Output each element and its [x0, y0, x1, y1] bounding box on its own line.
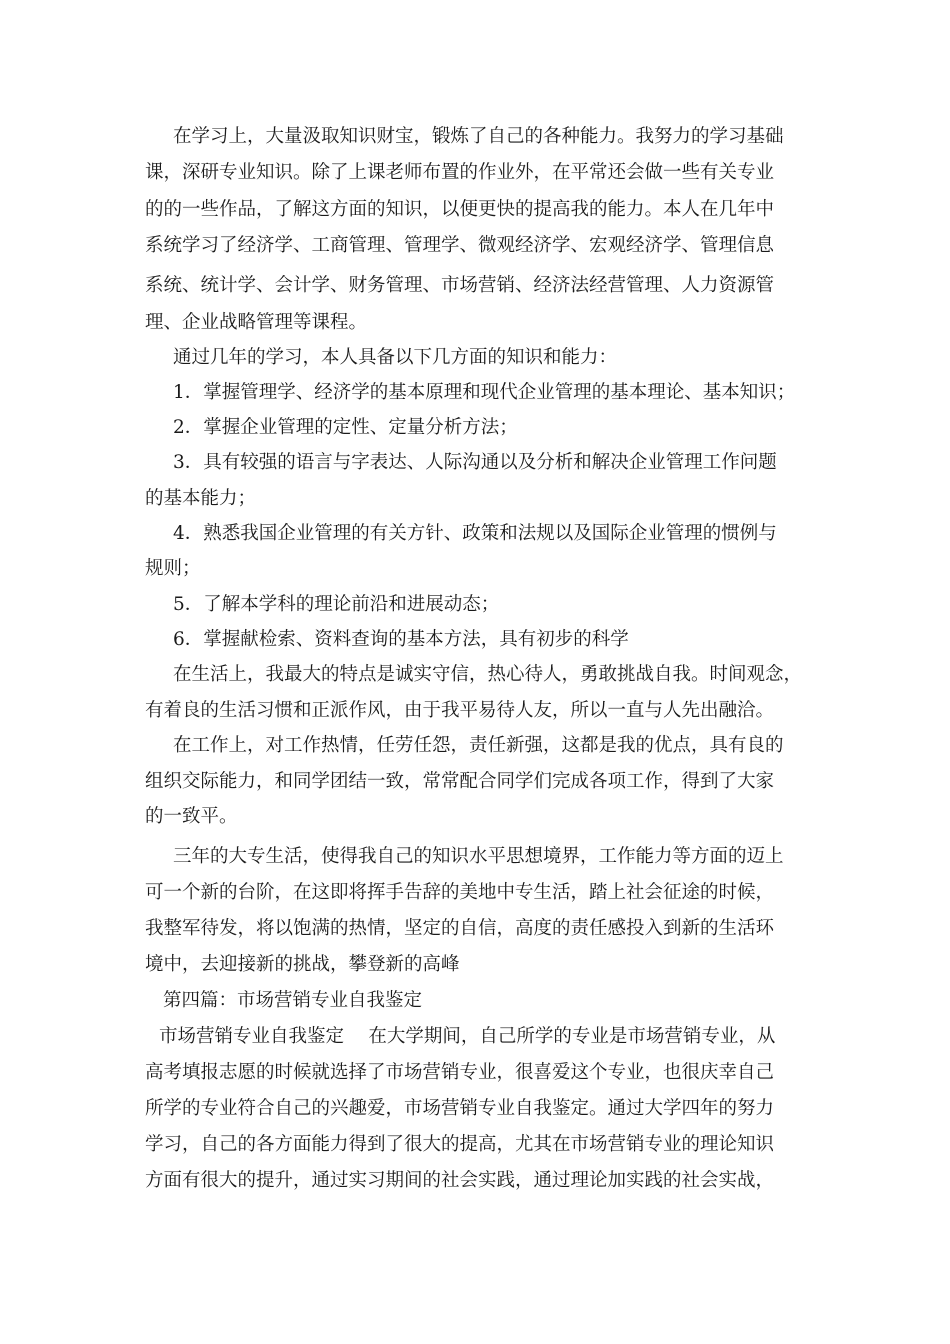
list-item: 1．掌握管理学、经济学的基本原理和现代企业管理的基本理论、基本知识； [173, 382, 796, 403]
text-line: 系统、统计学、会计学、财务管理、市场营销、经济法经营管理、人力资源管 [145, 275, 775, 296]
text-line: 在生活上，我最大的特点是诚实守信，热心待人，勇敢挑战自我。时间观念， [173, 664, 803, 685]
text-line: 市场营销专业自我鉴定 在大学期间，自己所学的专业是市场营销专业，从 [159, 1026, 776, 1047]
text-line: 方面有很大的提升，通过实习期间的社会实践，通过理论加实践的社会实战， [145, 1170, 775, 1191]
text-line: 在工作上，对工作热情，任劳任怨，责任新强，这都是我的优点，具有良的 [173, 735, 784, 756]
list-item: 3．具有较强的语言与字表达、人际沟通以及分析和解决企业管理工作问题 [173, 452, 777, 473]
text-line: 组织交际能力，和同学团结一致，常常配合同学们完成各项工作，得到了大家 [145, 771, 775, 792]
list-item: 2．掌握企业管理的定性、定量分析方法； [173, 417, 518, 438]
text-line: 规则； [145, 558, 201, 579]
text-line: 的的一些作品，了解这方面的知识，以便更快的提高我的能力。本人在几年中 [145, 199, 775, 220]
text-line: 学习，自己的各方面能力得到了很大的提高，尤其在市场营销专业的理论知识 [145, 1134, 775, 1155]
text-line: 高考填报志愿的时候就选择了市场营销专业，很喜爱这个专业，也很庆幸自己 [145, 1062, 775, 1083]
text-line: 在学习上，大量汲取知识财宝，锻炼了自己的各种能力。我努力的学习基础 [173, 126, 784, 147]
text-line: 的基本能力； [145, 488, 257, 509]
text-line: 所学的专业符合自己的兴趣爱，市场营销专业自我鉴定。通过大学四年的努力 [145, 1098, 775, 1119]
text-line: 有着良的生活习惯和正派作风，由于我平易待人友，所以一直与人先出融洽。 [145, 700, 775, 721]
text-line: 三年的大专生活，使得我自己的知识水平思想境界，工作能力等方面的迈上 [173, 846, 784, 867]
text-line: 通过几年的学习，本人具备以下几方面的知识和能力： [173, 347, 618, 368]
text-line: 境中，去迎接新的挑战，攀登新的高峰 [145, 954, 460, 975]
text-line: 的一致平。 [145, 806, 238, 827]
text-line: 系统学习了经济学、工商管理、管理学、微观经济学、宏观经济学、管理信息 [145, 235, 775, 256]
list-item: 6．掌握献检索、资料查询的基本方法，具有初步的科学 [173, 629, 629, 650]
text-line: 可一个新的台阶，在这即将挥手告辞的美地中专生活，踏上社会征途的时候， [145, 882, 775, 903]
text-line: 课，深研专业知识。除了上课老师布置的作业外，在平常还会做一些有关专业 [145, 162, 775, 183]
text-line: 我整军待发，将以饱满的热情，坚定的自信，高度的责任感投入到新的生活环 [145, 918, 775, 939]
text-line: 理、企业战略管理等课程。 [145, 312, 368, 333]
section-heading: 第四篇：市场营销专业自我鉴定 [163, 990, 423, 1011]
list-item: 5．了解本学科的理论前沿和进展动态； [173, 594, 500, 615]
list-item: 4．熟悉我国企业管理的有关方针、政策和法规以及国际企业管理的惯例与 [173, 523, 777, 544]
